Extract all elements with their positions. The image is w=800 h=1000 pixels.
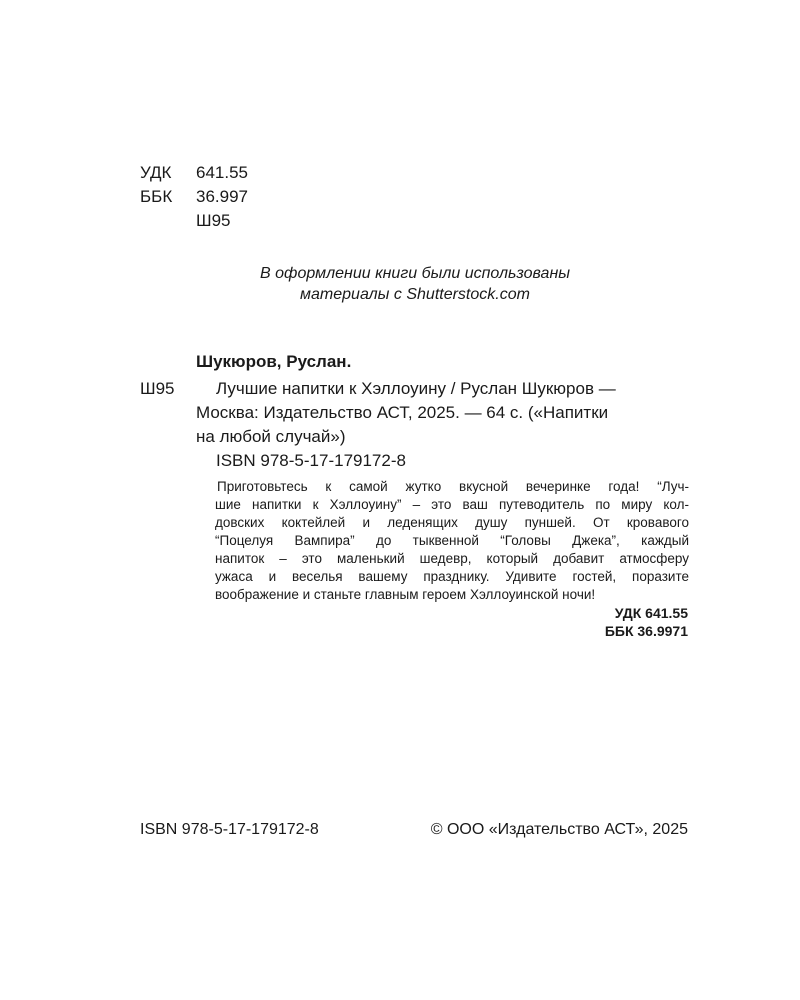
image-credit-line-2: материалы с Shutterstock.com	[300, 286, 530, 303]
record-shelf-code: Ш95	[140, 379, 175, 398]
record-isbn: ISBN 978-5-17-179172-8	[216, 451, 406, 470]
author-mark-row	[140, 211, 231, 231]
footer-copyright: © ООО «Издательство АСТ», 2025	[430, 821, 688, 838]
record-author: Шукюров, Руслан.	[196, 352, 352, 371]
annotation	[215, 478, 689, 604]
udk-value: 641.55	[196, 163, 248, 182]
image-credit	[140, 263, 690, 305]
record-title-line-3: на любой случай»)	[196, 427, 346, 446]
footer-isbn: ISBN 978-5-17-179172-8	[140, 821, 319, 838]
bbk-value: 36.997	[196, 187, 248, 206]
annotation-line: напиток – это маленький шедевр, который добавит атмосферу	[215, 551, 689, 566]
annotation-line: ужаса и веселья вашему празднику. Удивите гостей, поразите	[215, 569, 689, 584]
image-credit-line-1: В оформлении книги были использованы	[259, 265, 571, 282]
record-title-line-2: Москва: Издательство АСТ, 2025. — 64 с. («Напитки	[196, 403, 609, 422]
annotation-line: довских коктейлей и леденящих душу пуншей. От кровавого	[215, 515, 689, 530]
author-mark: Ш95	[196, 211, 231, 230]
annotation-bbk: ББК 36.9971	[604, 623, 688, 639]
annotation-line: воображение и станьте главным героем Хэллоуинской ночи!	[215, 587, 596, 602]
annotation-udk: УДК 641.55	[614, 605, 688, 621]
record-title-line-1: Лучшие напитки к Хэллоуину / Руслан Шукюров —	[216, 379, 616, 398]
bbk-row	[140, 187, 248, 207]
annotation-line: “Поцелуя Вампира” до тыквенной “Головы Джека”, каждый	[215, 533, 689, 548]
annotation-line: шие напитки к Хэллоуину” – это ваш путеводитель по миру кол-	[215, 497, 689, 512]
udk-label: УДК	[140, 163, 172, 182]
bbk-label: ББК	[140, 187, 173, 206]
udk-row	[140, 163, 248, 183]
annotation-line: Приготовьтесь к самой жутко вкусной вечеринке года! “Луч-	[217, 479, 689, 494]
